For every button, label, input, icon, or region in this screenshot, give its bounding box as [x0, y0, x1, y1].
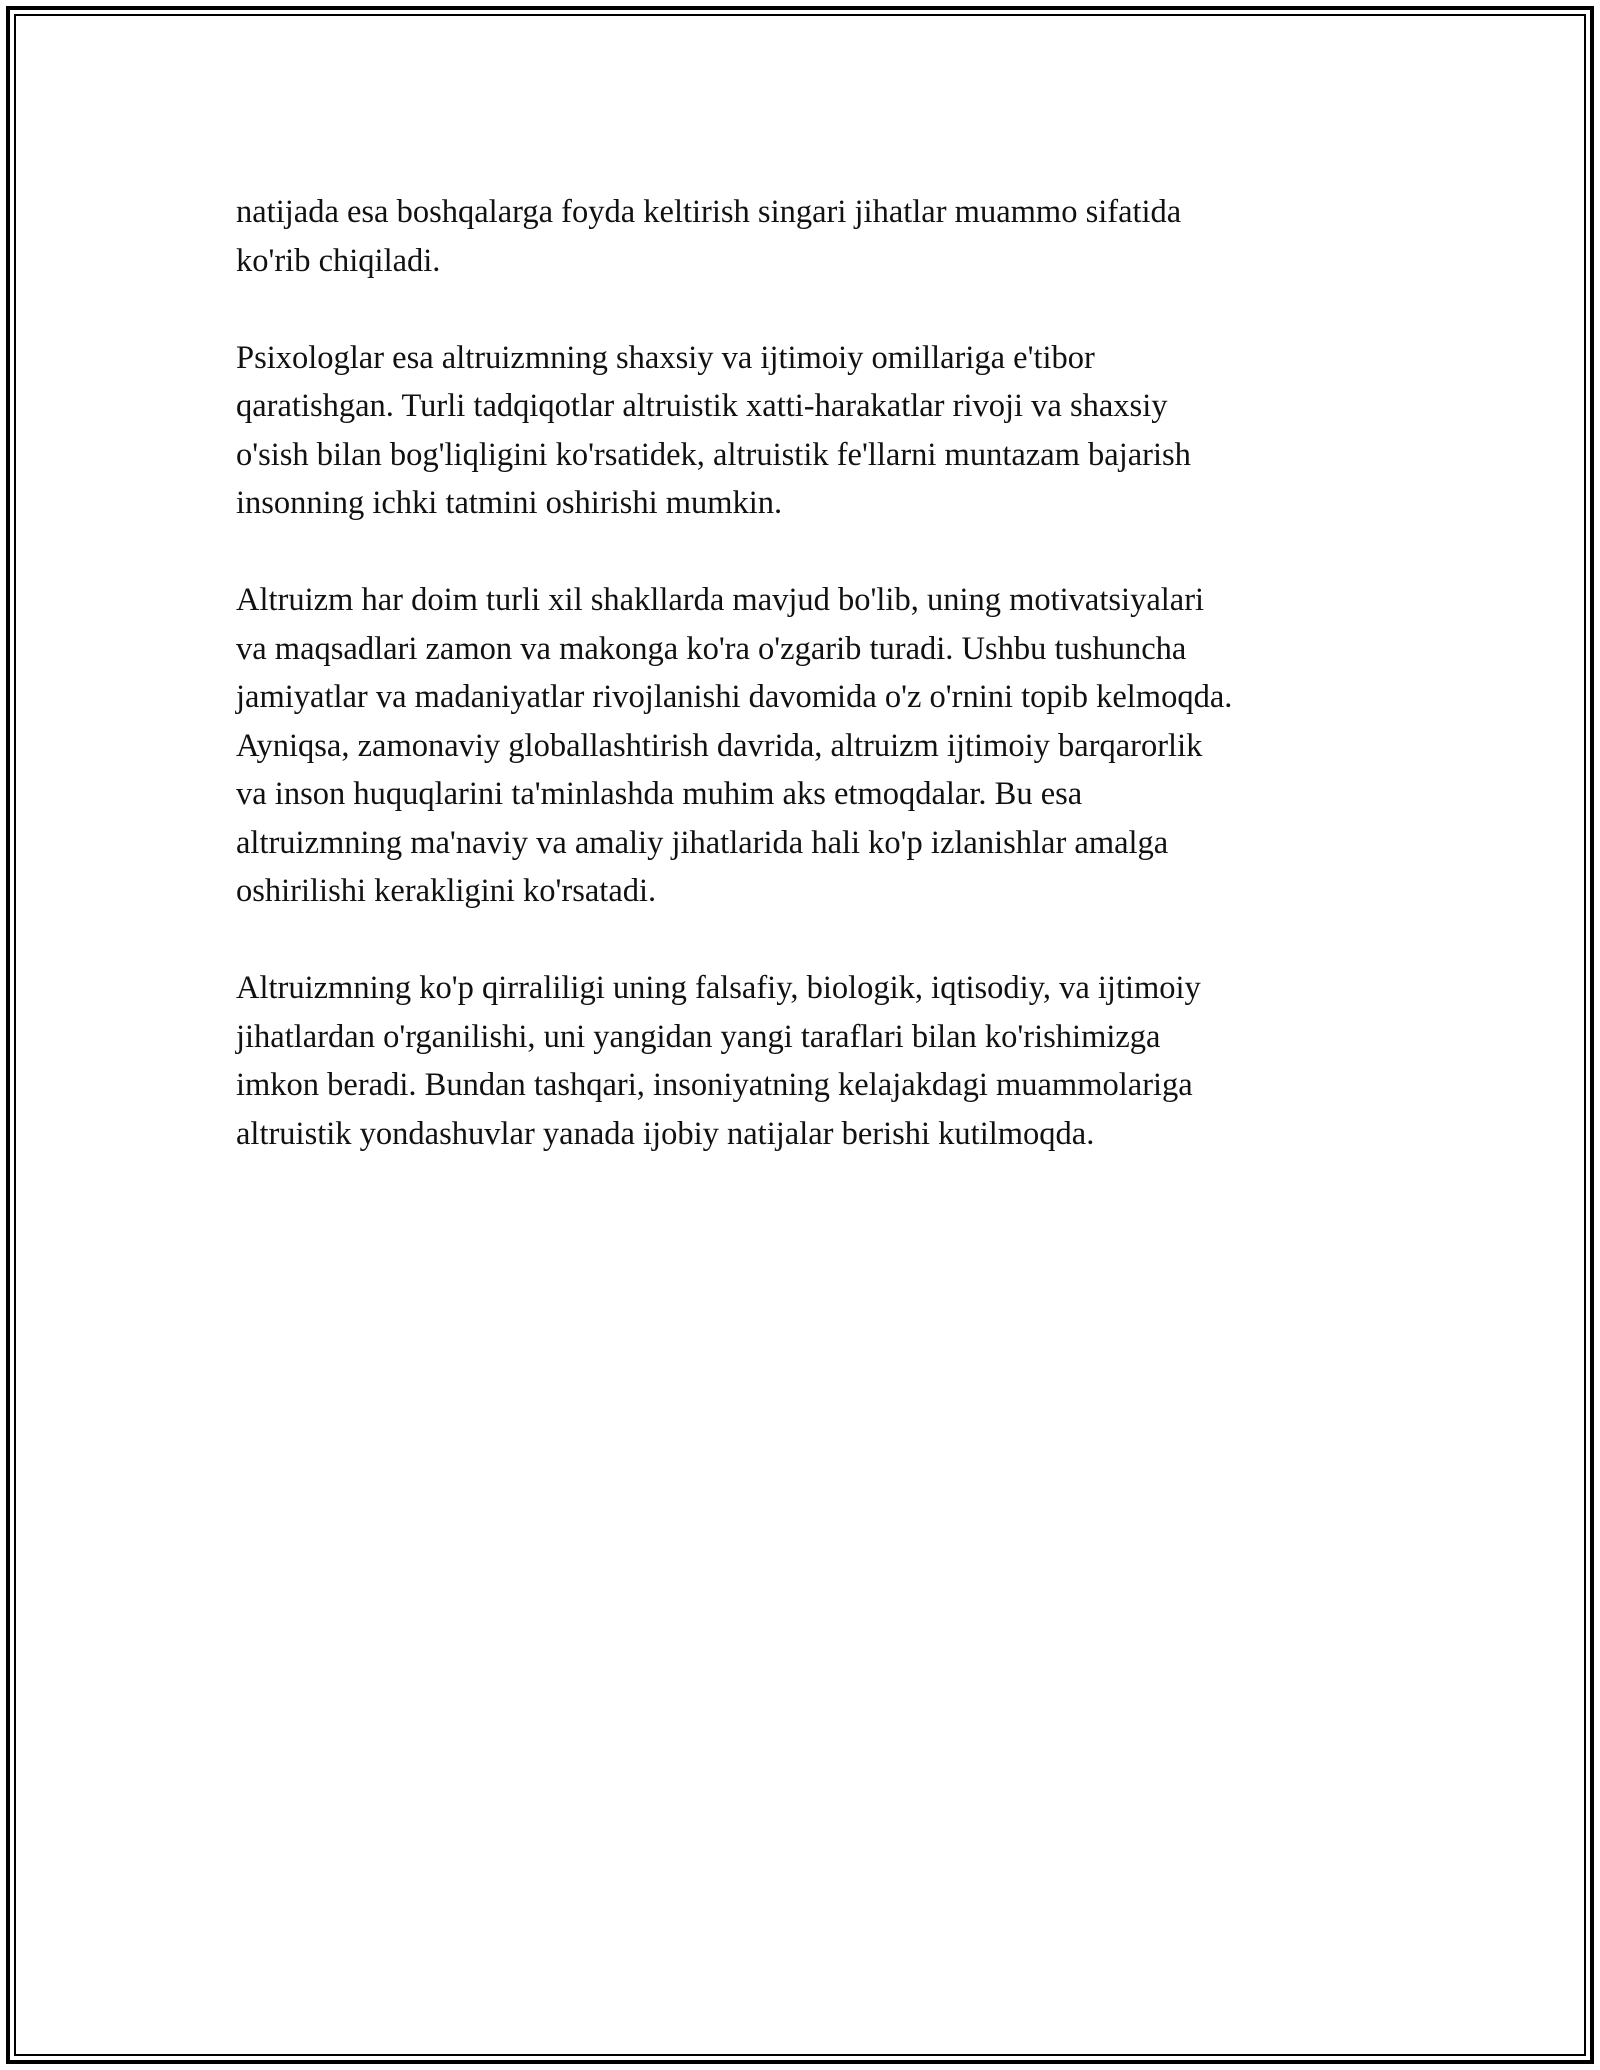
paragraph-2: Psixologlar esa altruizmning shaxsiy va ijtimoiy omillariga e'tibor qaratishgan. Turli tadqiqotlar altruistik xatti-harakatlar rivoji va shaxsiy o'sish bilan bog'liqligini ko'rsatidek, altruistik fe'llarni muntazam bajarish insonning ichki tatmini oshirishi mumkin. — [236, 339, 1191, 521]
paragraph-3: Altruizm har doim turli xil shakllarda mavjud bo'lib, uning motivatsiyalari va maqsadlari zamon va makonga ko'ra o'zgarib turadi. Ushbu tushuncha jamiyatlar va madaniyatlar rivojlanishi davomida o'z o'rnini topib kelmoqda. Ayniqsa, zamonaviy globallashtirish davrida, altruizm ijtimoiy barqarorlik va inson huquqlarini ta'minlashda muhim aks etmoqdalar. Bu esa altruizmning ma'naviy va amaliy jihatlarida hali ko'p izlanishlar amalga oshirilishi kerakligini ko'rsatadi. — [236, 582, 1233, 909]
paragraph-1: natijada esa boshqalarga foyda keltirish singari jihatlar muammo sifatida ko'rib chiqiladi. — [236, 194, 1182, 279]
paragraph-4: Altruizmning ko'p qirraliligi uning falsafiy, biologik, iqtisodiy, va ijtimoiy jihatlardan o'rganilishi, uni yangidan yangi taraflari bilan ko'rishimizga imkon beradi. Bundan tashqari, insoniyatning kelajakdagi muammolariga altruistik yondashuvlar yanada ijobiy natijalar berishi kutilmoqda. — [236, 970, 1201, 1152]
document-body — [236, 188, 1366, 1158]
